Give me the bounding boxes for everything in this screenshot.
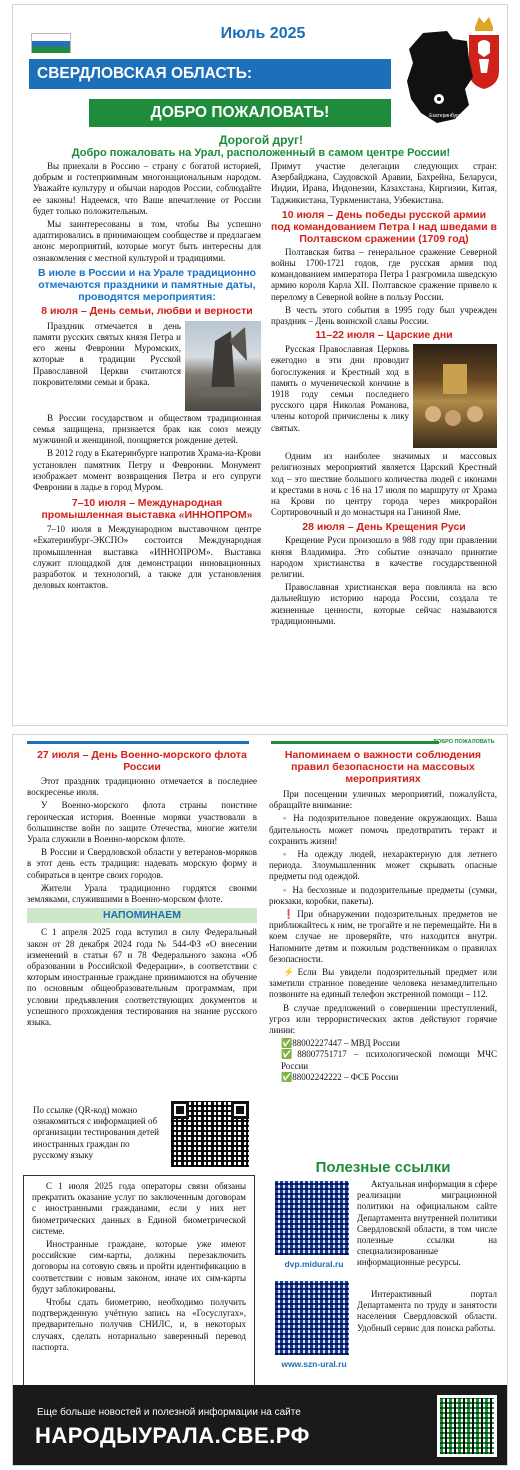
safety-text: В случае предложений о совершении преступлений, угроз или террористических актов действуют горячие линии: (269, 1002, 497, 1036)
family-day-text: Праздник отмечается в день памяти русских святых князя Петра и его жены Февронии Муромских, которые в традиции Русской Православной Церкви считаются покровителями семьи и брака. (33, 320, 181, 387)
left-column-2 (27, 749, 257, 1030)
safety-bullet: ⚡Если Вы увидели подозрительный предмет или заметили странное поведение человека незамедлительно позвоните на единый телефон экстренной помощи – 112. (269, 967, 497, 1000)
szn-qr-code[interactable] (275, 1281, 349, 1355)
navy-text: Этот праздник традиционно отмечается в последнее воскресенье июля. (27, 776, 257, 798)
dvp-description: Актуальная информация в сфере реализации миграционной политики на официальном сайте Департамента внутренней политики Свердловской области, в том числе полезные ссылки на специализированные информационные ресурсы. (357, 1179, 497, 1268)
dvp-qr-code[interactable] (275, 1181, 349, 1255)
hotline-item: ✅88007751717 – психологической помощи МЧС России (281, 1049, 497, 1071)
poltava-text: В честь этого события в 1995 году был учрежден праздник – День воинской славы России. (271, 304, 497, 327)
family-day-text: В России государством и обществом традиционная семья защищена, признается брак как союз между мужчиной и женщиной, поощряется рождение детей. (33, 412, 261, 446)
navy-text: У Военно-морского флота страны поистине героическая история. Военные моряки участвовали в большинстве войн по защите Отечества, многие жители Урала служили в Военно-морском флоте. (27, 800, 257, 845)
footer-note: Еще больше новостей и полезной информации на сайте (37, 1407, 301, 1418)
issue-date: Июль 2025 (220, 25, 306, 42)
tsar-days-text: Русская Православная Церковь ежегодно в эти дни проводит богослужения и Крестный ход в память о мученической кончине в 1918 году семьи последнего русского царя Николая Романова, члены которой причислены к лику святых. (271, 344, 409, 433)
holidays-title: В июле в России и на Урале традиционно отмечаются праздники и памятные даты, проводятся мероприятия: (38, 266, 256, 303)
baptism-title: 28 июля – День Крещения Руси (302, 521, 466, 534)
top-rule-right (271, 741, 439, 744)
baptism-text: Православная христианская вера повлияла на всю дальнейшую историю народа России, создала те жизненные ценности, которые сейчас называются традиционными. (271, 582, 497, 626)
intro-subtitle: Добро пожаловать на Урал, расположенный в самом центре России! (71, 147, 451, 159)
poltava-text: Полтавская битва – генеральное сражение Северной войны 1700-1721 годов, где русская армия под командованием императора Петра I разгромила шведскую армию короля Карла XII. Полтавское сражение привело к перелому в Северной войне в пользу России. (271, 246, 497, 302)
innoprom-title: 7–10 июля – Международная промышленная выставка «ИННОПРОМ» (41, 497, 253, 522)
footer-bar (13, 1385, 508, 1466)
links-title: Полезные ссылки (315, 1159, 451, 1176)
left-column (33, 161, 261, 593)
footer-site-link[interactable]: НАРОДЫУРАЛА.СВЕ.РФ (35, 1423, 310, 1448)
banner-region: СВЕРДЛОВСКАЯ ОБЛАСТЬ: (29, 59, 391, 89)
intro-paragraph: Вы приехали в Россию – страну с богатой историей, добрым и гостеприимным многонациональным народом. Уважайте культуру и обычаи народов России, соблюдайте ее законы! Надеемся, что Ваше впечатление от России будет только положительным. (33, 161, 261, 216)
region-map (403, 29, 475, 125)
monument-photo (185, 321, 261, 411)
poltava-title: 10 июля – День победы русской армии под командованием Петра I над шведами в Полтавском сражении (1709 год) (271, 208, 497, 245)
testing-qr-code[interactable] (171, 1101, 249, 1167)
region-flag (31, 33, 71, 53)
intro-paragraph: Мы заинтересованы в том, чтобы Вы успешно адаптировались в принимающем сообществе и предлагаем анонс мероприятий, которые могут быть интересны для ознакомления с местной культурой и традициями. (33, 219, 261, 263)
family-day-title: 8 июля – День семьи, любви и верности (41, 304, 253, 317)
sim-text: Иностранные граждане, которые уже имеют российские сим-карты, должны перезаключить договоры на сотовую связь и пройти идентификацию в соответствии с новым законом, иначе их сим-карты будут заблокированы. (32, 1239, 246, 1294)
navy-title: 27 июля – День Военно-морского флота России (37, 749, 247, 773)
dvp-url-link[interactable]: dvp.midural.ru (284, 1259, 344, 1269)
navy-text: Жители Урала традиционно гордятся своими земляками, служившими в Военно-морском флоте. (27, 882, 257, 905)
safety-title: Напоминаем о важности соблюдения правил безопасности на массовых мероприятиях (284, 749, 482, 785)
procession-photo (413, 344, 497, 448)
right-column (271, 161, 497, 629)
footer-qr-code[interactable] (437, 1395, 497, 1457)
sim-notice-box (23, 1175, 255, 1403)
banner-welcome: ДОБРО ПОЖАЛОВАТЬ! (89, 99, 391, 127)
tsar-days-text: Одним из наиболее значимых и массовых религиозных мероприятий является Царский Крестный ход – это шествие большого количества людей с иконами и крестами в ночь с 16 на 17 июля по маршруту от Храма на Крови по центру города через микрорайон Сортировочный и до монастыря на Ганиной Яме. (271, 451, 497, 518)
navy-text: В России и Свердловской области у ветеранов-моряков в этот день есть традиция: надевать морскую форму и собираться в центре своих городов. (27, 847, 257, 880)
top-rule-left (27, 741, 249, 744)
baptism-text: Крещение Руси произошло в 988 году при правлении князя Владимира. Это событие означало принятие народом христианства в качестве государственной религии. (271, 535, 497, 580)
reminder-text: С 1 апреля 2025 года вступил в силу Федеральный закон от 28 декабря 2024 года № 544-ФЗ «О внесении изменений в статьи 67 и 78 Федерального закона «Об образовании в Российской Федерации», в соответствии с которым иностранные граждане принимаются на обучение по основным общеобразовательным программам, при условии предъявления соответствующих документов и успешного прохождения тестирования на знание русского языка. (27, 927, 257, 1028)
szn-url-link[interactable]: www.szn-ural.ru (281, 1359, 347, 1369)
safety-bullet: ◦ На бесхозные и подозрительные предметы (сумки, рюкзаки, коробки, пакеты). (269, 884, 497, 906)
szn-description: Интерактивный портал Департамента по труду и занятости населения Свердловской области. Удобный сервис для поиска работы. (357, 1289, 497, 1333)
safety-bullet: ❗При обнаружении подозрительных предметов не приближайтесь к ним, не трогайте и не перемещайте. Ни в коем случае не проверяйте, что находится внутри. Напомните детям и пожилым родственникам о правилах безопасности. (269, 909, 497, 964)
delegations-text: Примут участие делегации следующих стран: Азербайджана, Саудовской Аравии, Бахрейна, Беларуси, Индии, Ирана, Индонезии, Казахстана, Киргизии, Китая, Таджикистана, Туркменистана, Узбекистана. (271, 161, 497, 205)
page-one (12, 4, 508, 726)
right-column-2 (269, 749, 497, 1083)
hotline-item: ✅88002227447 – МВД России (281, 1038, 400, 1049)
corner-tag: ДОБРО ПОЖАЛОВАТЬ (433, 739, 495, 745)
tsar-days-title: 11–22 июля – Царские дни (315, 329, 453, 342)
hotline-item: ✅88002242222 – ФСБ России (281, 1071, 399, 1082)
safety-bullet: ◦ На одежду людей, нехарактерную для летнего периода. Злоумышленник может скрывать опасные предметы под одеждой. (269, 849, 497, 882)
greeting: Дорогой друг! (218, 133, 304, 147)
safety-bullet: ◦ На подозрительное поведение окружающих. Ваша бдительность может помочь предотвратить теракт и сохранить жизни! (269, 813, 497, 846)
qr-caption: По ссылке (QR-код) можно ознакомиться с информацией об организации тестирования детей иностранных граждан по русскому языку (33, 1105, 159, 1160)
family-day-text: В 2012 году в Екатеринбурге напротив Храма-на-Крови установлен памятник Петру и Февронии. Монумент изображает момент возвращения Петра и его супруги Февронии в ладье в город Муром. (33, 448, 261, 493)
reminder-heading: НАПОМИНАЕМ (27, 908, 257, 923)
safety-text: При посещении уличных мероприятий, пожалуйста, обращайте внимание: (269, 789, 497, 811)
page-two (12, 734, 508, 1466)
innoprom-text: 7–10 июля в Международном выставочном центре «Екатеринбург-ЭКСПО» состоится Международная промышленная выставка «ИННОПРОМ». Выставка служит площадкой для демонстрации инновационных разработок и технологий, а также для установления деловых контактов. (33, 524, 261, 591)
sim-text: Чтобы сдать биометрию, необходимо получить подтвержденную учётную запись на «Госуслугах», предварительно получив СНИЛС, и, в некоторых случаях, сделать нотариально заверенный перевод паспорта. (32, 1297, 246, 1352)
map-city-label: Екатеринбург (429, 113, 461, 119)
sim-text: С 1 июля 2025 года операторы связи обязаны прекратить оказание услуг по заключенным договорам с иностранными гражданами, если у них нет биометрических данных в Единой биометрической системе. (32, 1181, 246, 1236)
